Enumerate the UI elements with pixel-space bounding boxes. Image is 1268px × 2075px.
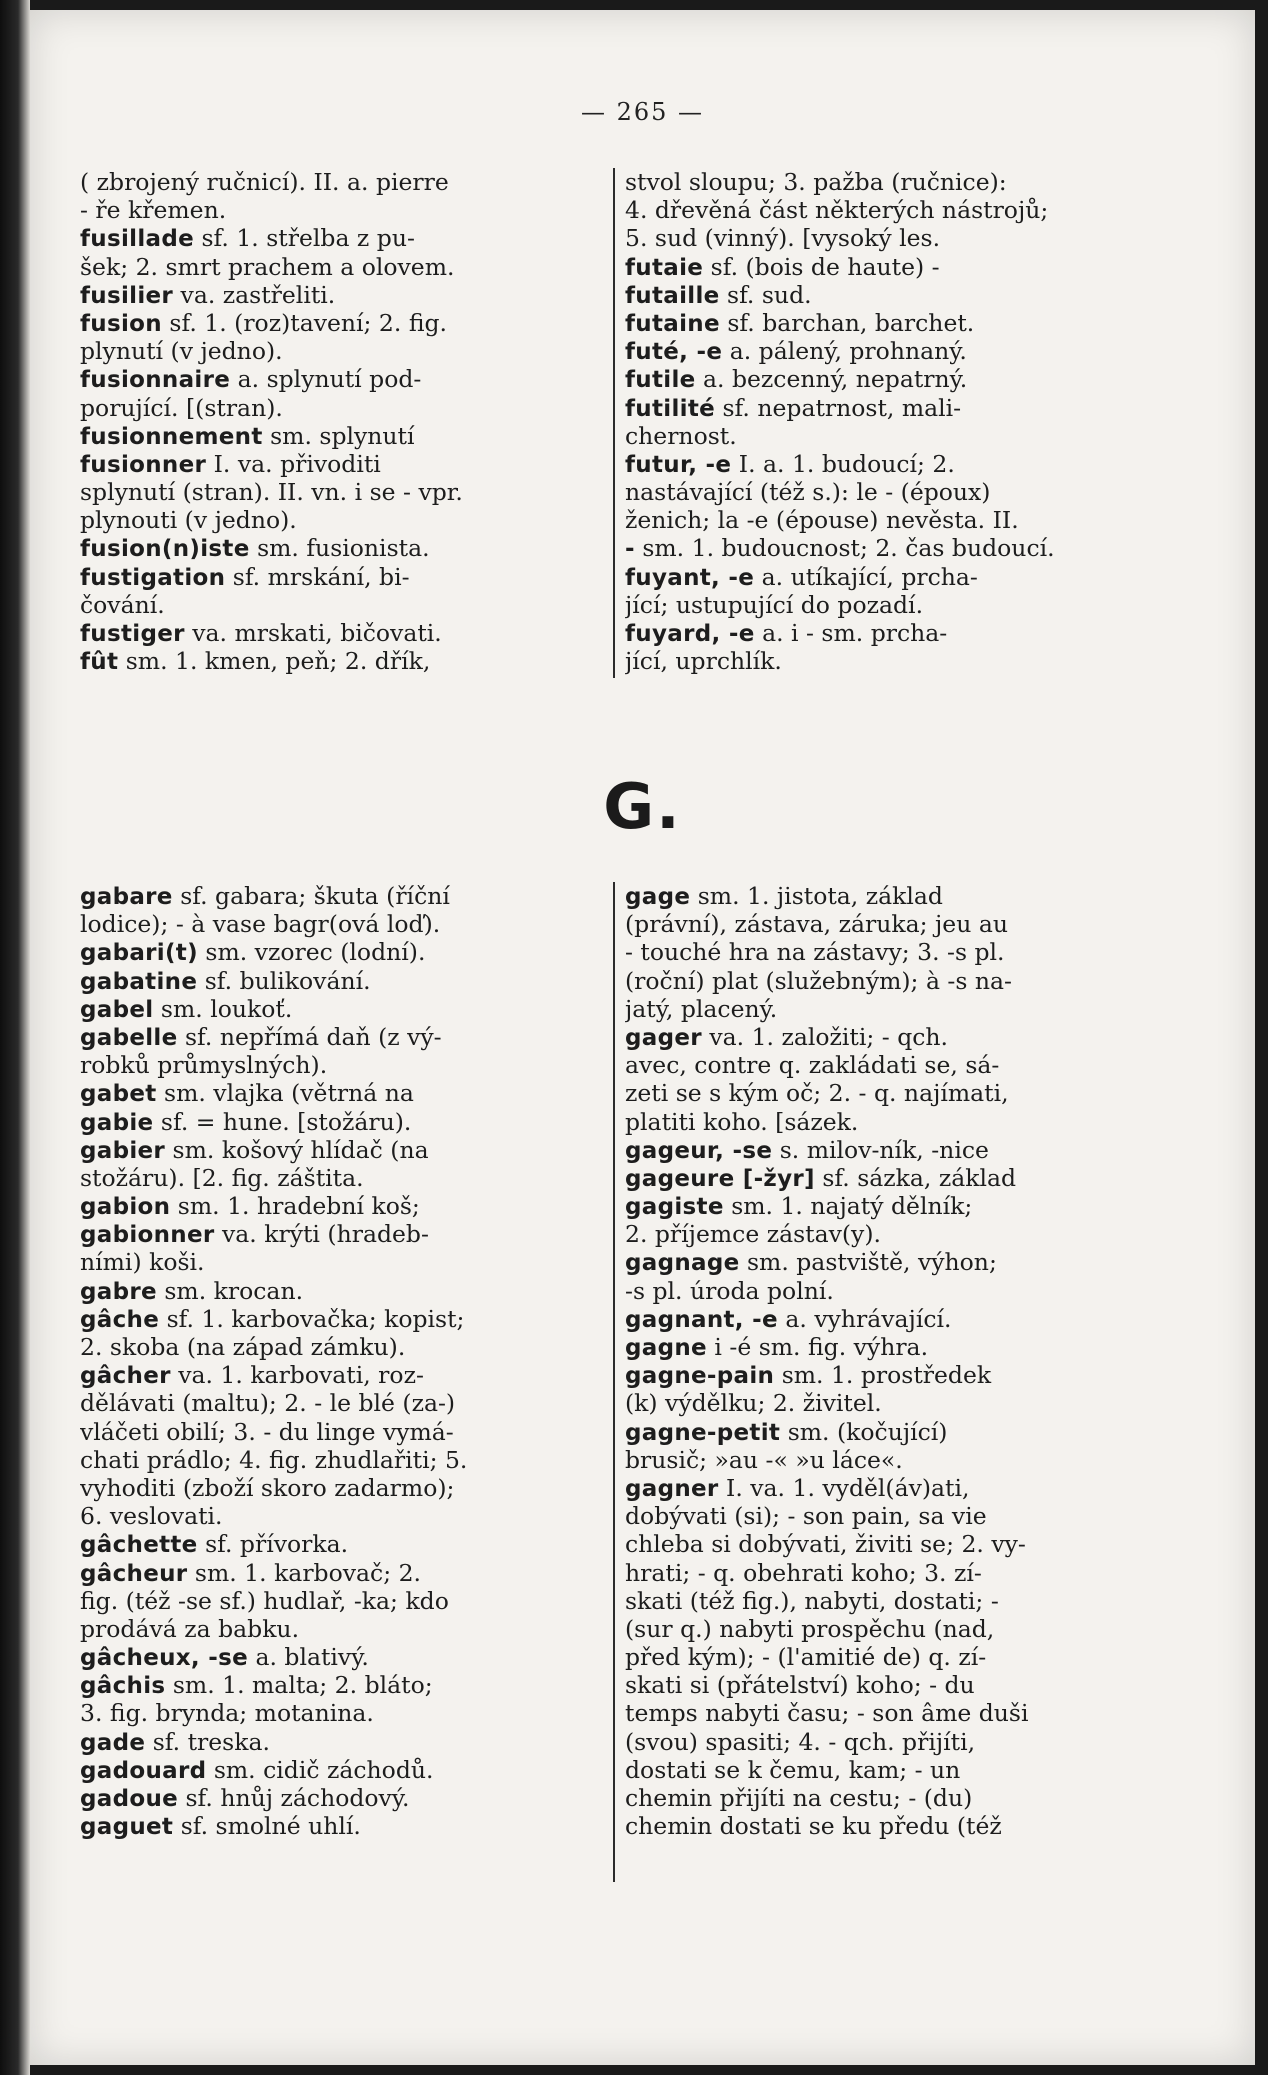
headword: gâchis — [80, 1673, 166, 1700]
headword: futaille — [625, 282, 720, 309]
text-line: hrati; - q. obehrati koho; 3. zí- — [625, 1558, 982, 1587]
headword: futile — [625, 367, 696, 394]
headword: futur, -e — [625, 451, 732, 478]
headword: gabier — [80, 1137, 166, 1164]
text-line: gagnant, -e a. vyhrávající. — [625, 1304, 952, 1333]
text-line: gabre sm. krocan. — [80, 1276, 304, 1305]
text-line: gabier sm. košový hlídač (na — [80, 1135, 429, 1164]
text-line: fût sm. 1. kmen, peň; 2. dřík, — [80, 647, 431, 676]
text-line: gabel sm. loukoť. — [80, 994, 293, 1023]
text-line: splynutí (stran). II. vn. i se - vpr. — [80, 478, 463, 507]
headword: gagnant, -e — [625, 1306, 778, 1333]
column-bottom-right — [625, 882, 1150, 1840]
text-line: gâcher va. 1. karbovati, roz- — [80, 1361, 424, 1390]
text-line: fusion sf. 1. (roz)tavení; 2. fig. — [80, 308, 448, 337]
headword: gageure [-žyr] — [625, 1165, 815, 1192]
headword: fusion(n)iste — [80, 536, 250, 563]
text-line: gageure [-žyr] sf. sázka, základ — [625, 1163, 1017, 1192]
headword: gabet — [80, 1081, 157, 1108]
text-line: ( zbrojený ručnicí). II. a. pierre — [80, 168, 449, 196]
text-line: fustigation sf. mrskání, bi- — [80, 562, 410, 591]
text-line: fusionnaire a. splynutí pod- — [80, 365, 422, 394]
text-line: plynutí (v jedno). — [80, 337, 283, 366]
text-line: chemin přijíti na cestu; - (du) — [625, 1784, 973, 1812]
text-line: chleba si dobývati, živiti se; 2. vy- — [625, 1530, 1026, 1559]
text-line: nastávající (též s.): le - (époux) — [625, 478, 991, 507]
text-line: platiti koho. [sázek. — [625, 1107, 859, 1136]
text-line: fusion(n)iste sm. fusionista. — [80, 534, 430, 563]
text-line: futilité sf. nepatrnost, mali- — [625, 393, 962, 422]
text-line: gaguet sf. smolné uhlí. — [80, 1812, 361, 1841]
headword: fusionner — [80, 451, 207, 478]
text-line: -s pl. úroda polní. — [625, 1276, 834, 1305]
text-line: lodice); - à vase bagr(ová loď). — [80, 910, 441, 939]
text-line: chernost. — [625, 421, 737, 450]
text-line: vyhoditi (zboží skoro zadarmo); — [80, 1473, 455, 1502]
text-line: gagnage sm. pastviště, výhon; — [625, 1248, 997, 1277]
text-line: zeti se s kým oč; 2. - q. najímati, — [625, 1079, 1009, 1108]
headword: gagiste — [625, 1194, 724, 1221]
headword: fût — [80, 649, 119, 676]
text-line: dělávati (maltu); 2. - le blé (za-) — [80, 1389, 456, 1418]
text-line: futile a. bezcenný, nepatrný. — [625, 365, 968, 394]
text-line: stožáru). [2. fig. záštita. — [80, 1163, 364, 1192]
headword: fusilier — [80, 282, 174, 309]
headword: gabion — [80, 1194, 171, 1221]
text-line: gadouard sm. cidič záchodů. — [80, 1755, 434, 1784]
text-line: futaine sf. barchan, barchet. — [625, 308, 975, 337]
headword: gâchette — [80, 1532, 198, 1559]
text-line: brusič; »au -« »u láce«. — [625, 1445, 903, 1474]
text-line: jící, uprchlík. — [625, 647, 782, 676]
headword: gagne — [625, 1335, 707, 1361]
text-line: fusillade sf. 1. střelba z pu- — [80, 224, 415, 253]
text-line: gâcheur sm. 1. karbovač; 2. — [80, 1558, 421, 1587]
headword: gabatine — [80, 968, 198, 995]
headword: fustiger — [80, 621, 185, 647]
headword: gabionner — [80, 1222, 215, 1249]
text-line: fig. (též -se sf.) hudlař, -ka; kdo — [80, 1586, 449, 1615]
headword: gagner — [625, 1475, 719, 1502]
headword: gadouard — [80, 1757, 207, 1784]
text-line: gabelle sf. nepřímá daň (z vý- — [80, 1022, 442, 1051]
text-line: - sm. 1. budoucnost; 2. čas budoucí. — [625, 534, 1055, 563]
text-line: gabie sf. = hune. [stožáru). — [80, 1107, 412, 1136]
headword: gagnage — [625, 1250, 740, 1277]
text-line: gabari(t) sm. vzorec (lodní). — [80, 938, 426, 967]
text-line: futé, -e a. pálený, prohnaný. — [625, 337, 967, 366]
text-line: čování. — [80, 590, 165, 619]
text-line: gadoue sf. hnůj záchodový. — [80, 1784, 410, 1812]
column-divider-bottom — [613, 882, 615, 1882]
headword: fuyard, -e — [625, 621, 755, 647]
text-line: futur, -e I. a. 1. budoucí; 2. — [625, 449, 955, 478]
text-line: jící; ustupující do pozadí. — [625, 590, 924, 619]
headword: futilité — [625, 395, 716, 422]
text-line: 2. příjemce zástav(y). — [625, 1220, 881, 1249]
text-line: 6. veslovati. — [80, 1502, 223, 1531]
text-line: fuyard, -e a. i - sm. prcha- — [625, 619, 948, 647]
text-line: robků průmyslných). — [80, 1051, 328, 1080]
headword: gagne-pain — [625, 1363, 775, 1390]
text-line: gageur, -se s. milov-ník, -nice — [625, 1135, 989, 1164]
text-line: skati (též fig.), nabyti, dostati; - — [625, 1586, 999, 1615]
text-line: gade sf. treska. — [80, 1727, 270, 1756]
headword: gager — [625, 1024, 702, 1051]
text-line: chemin dostati se ku předu (též — [625, 1812, 1002, 1841]
text-line: vláčeti obilí; 3. - du linge vymá- — [80, 1417, 454, 1446]
text-line: gabare sf. gabara; škuta (říční — [80, 882, 450, 910]
headword: gabel — [80, 996, 154, 1023]
text-line: plynouti (v jedno). — [80, 506, 297, 535]
headword: gade — [80, 1729, 146, 1756]
text-line: - ře křemen. — [80, 196, 227, 225]
text-line: 2. skoba (na západ zámku). — [80, 1333, 406, 1361]
text-line: futaille sf. sud. — [625, 280, 812, 309]
text-line: fusionnement sm. splynutí — [80, 421, 415, 450]
text-line: gagne-petit sm. (kočující) — [625, 1417, 948, 1446]
headword: fuyant, -e — [625, 564, 755, 591]
text-line: 5. sud (vinný). [vysoký les. — [625, 224, 941, 253]
text-line: gagne-pain sm. 1. prostředek — [625, 1361, 992, 1390]
column-bottom-left — [80, 882, 610, 1840]
text-line: temps nabyti času; - son âme duši — [625, 1699, 1029, 1728]
headword: gagne-petit — [625, 1419, 781, 1446]
text-line: gabet sm. vlajka (větrná na — [80, 1079, 414, 1108]
text-line: (roční) plat (služebným); à -s na- — [625, 966, 1012, 995]
text-line: ními) koši. — [80, 1248, 205, 1277]
text-line: fustiger va. mrskati, bičovati. — [80, 619, 442, 647]
text-line: šek; 2. smrt prachem a olovem. — [80, 252, 455, 281]
text-line: skati si (přátelství) koho; - du — [625, 1671, 975, 1700]
headword: gâcheux, -se — [80, 1645, 248, 1672]
page-number: — 265 — — [580, 98, 705, 126]
text-line: (sur q.) nabyti prospěchu (nad, — [625, 1614, 995, 1643]
column-top-right — [625, 168, 1150, 675]
headword: gadoue — [80, 1786, 179, 1812]
text-line: gage sm. 1. jistota, základ — [625, 882, 943, 910]
text-line: gagiste sm. 1. najatý dělník; — [625, 1192, 973, 1221]
text-line: gâche sf. 1. karbovačka; kopist; — [80, 1304, 465, 1333]
text-line: gâchette sf. přívorka. — [80, 1530, 349, 1559]
text-line: futaie sf. (bois de haute) - — [625, 252, 940, 281]
text-line: fuyant, -e a. utíkající, prcha- — [625, 562, 978, 591]
text-line: gager va. 1. založiti; - qch. — [625, 1022, 948, 1051]
text-line: jatý, placený. — [625, 994, 778, 1023]
column-divider-top — [613, 168, 615, 678]
headword: gabari(t) — [80, 940, 198, 967]
text-line: gabion sm. 1. hradební koš; — [80, 1192, 420, 1221]
text-line: před kým); - (l'amitié de) q. zí- — [625, 1643, 987, 1672]
text-line: - touché hra na zástavy; 3. -s pl. — [625, 938, 1005, 967]
headword: fusillade — [80, 226, 195, 253]
headword: fusionnaire — [80, 367, 231, 394]
text-line: (právní), zástava, záruka; jeu au — [625, 910, 1008, 939]
headword: gabare — [80, 884, 173, 910]
headword: gabre — [80, 1278, 157, 1305]
text-line: fusionner I. va. přivoditi — [80, 449, 381, 478]
headword: gâcheur — [80, 1560, 188, 1587]
text-line: dostati se k čemu, kam; - un — [625, 1755, 961, 1784]
book-binding-edge — [0, 0, 30, 2075]
text-line: porující. [(stran). — [80, 393, 283, 422]
text-line: avec, contre q. zakládati se, sá- — [625, 1051, 1000, 1080]
headword: gage — [625, 884, 691, 910]
text-line: gabionner va. krýti (hradeb- — [80, 1220, 429, 1249]
text-line: dobývati (si); - son pain, sa vie — [625, 1502, 987, 1531]
text-line: (k) výdělku; 2. živitel. — [625, 1389, 882, 1418]
text-line: gabatine sf. bulikování. — [80, 966, 371, 995]
headword: gâche — [80, 1306, 160, 1333]
text-line: gâcheux, -se a. blativý. — [80, 1643, 369, 1672]
headword: futé, -e — [625, 339, 723, 366]
text-line: (svou) spasiti; 4. - qch. přijíti, — [625, 1727, 976, 1756]
headword: gageur, -se — [625, 1137, 773, 1164]
text-line: 4. dřevěná část některých nástrojů; — [625, 196, 1049, 225]
headword: gaguet — [80, 1814, 174, 1841]
text-line: gagner I. va. 1. vyděl(áv)ati, — [625, 1473, 970, 1502]
text-line: stvol sloupu; 3. pažba (ručnice): — [625, 168, 1007, 196]
headword: gabelle — [80, 1024, 178, 1051]
text-line: fusilier va. zastřeliti. — [80, 280, 336, 309]
headword: gâcher — [80, 1363, 171, 1390]
headword: futaine — [625, 310, 720, 337]
section-letter: G. — [603, 770, 682, 843]
headword: fusion — [80, 310, 162, 337]
headword: futaie — [625, 254, 704, 281]
text-line: ženich; la -e (épouse) nevěsta. II. — [625, 506, 1019, 535]
column-top-left — [80, 168, 610, 675]
text-line: gâchis sm. 1. malta; 2. bláto; — [80, 1671, 433, 1700]
headword: fusionnement — [80, 423, 263, 450]
headword: fustigation — [80, 564, 226, 591]
text-line: chati prádlo; 4. fig. zhudlařiti; 5. — [80, 1445, 468, 1474]
headword: gabie — [80, 1109, 154, 1136]
text-line: 3. fig. brynda; motanina. — [80, 1699, 374, 1728]
text-line: gagne i -é sm. fig. výhra. — [625, 1333, 929, 1361]
dictionary-page — [30, 10, 1255, 2065]
headword: - — [625, 536, 635, 563]
text-line: prodává za babku. — [80, 1614, 300, 1643]
